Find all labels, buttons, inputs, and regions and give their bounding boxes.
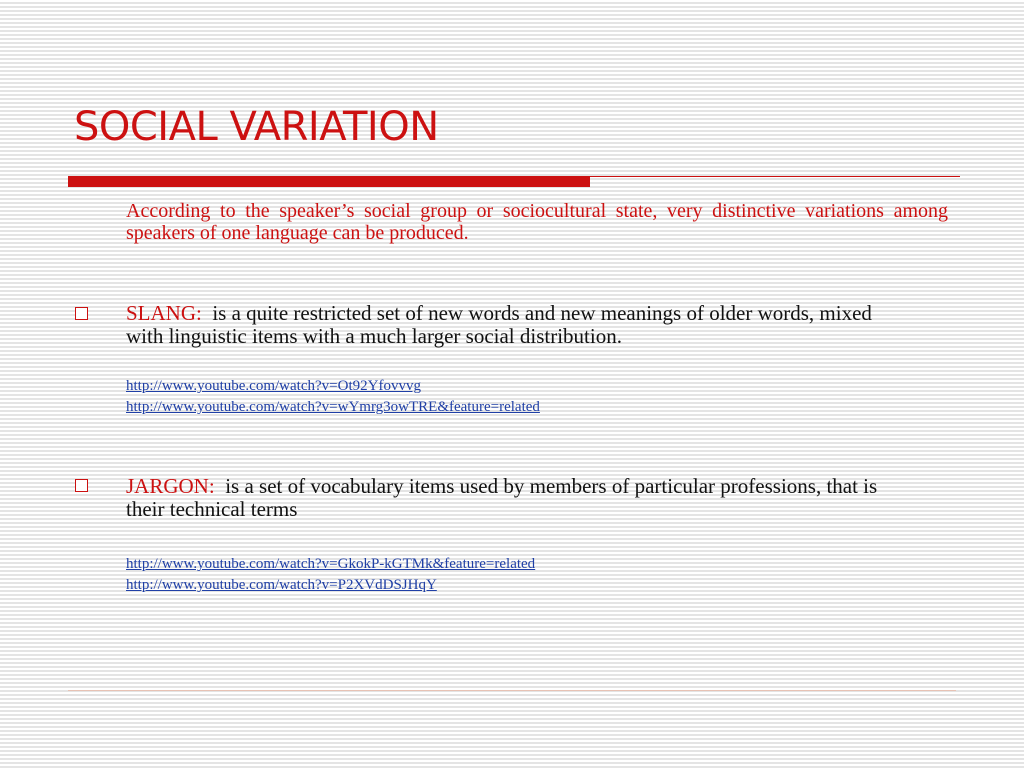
jargon-term: JARGON: bbox=[126, 474, 215, 498]
slide-title: SOCIAL VARIATION bbox=[74, 104, 439, 150]
intro-paragraph: According to the speaker’s social group or sociocultural state, very distinctive variations among speakers of one language can be produced. bbox=[126, 200, 948, 244]
jargon-link-2[interactable]: http://www.youtube.com/watch?v=P2XVdDSJHqY bbox=[126, 577, 437, 593]
jargon-definition: is a set of vocabulary items used by members of particular professions, that is their technical terms bbox=[126, 474, 878, 521]
jargon-item bbox=[126, 475, 886, 521]
square-bullet-icon bbox=[75, 479, 88, 492]
slang-term: SLANG: bbox=[126, 301, 202, 325]
slang-links bbox=[126, 376, 540, 418]
jargon-links bbox=[126, 554, 535, 596]
title-underline-thick bbox=[68, 176, 590, 187]
slang-link-1[interactable]: http://www.youtube.com/watch?v=Ot92Yfovvvg bbox=[126, 378, 421, 394]
footer-divider bbox=[68, 690, 956, 691]
square-bullet-icon bbox=[75, 307, 88, 320]
slang-definition: is a quite restricted set of new words and new meanings of older words, mixed with linguistic items with a much larger social distribution. bbox=[126, 301, 872, 348]
title-underline-thin bbox=[590, 176, 960, 177]
jargon-link-1[interactable]: http://www.youtube.com/watch?v=GkokP-kGTMk&feature=related bbox=[126, 556, 536, 572]
slang-item bbox=[126, 302, 886, 348]
slang-link-2[interactable]: http://www.youtube.com/watch?v=wYmrg3owTRE&feature=related bbox=[126, 399, 540, 415]
